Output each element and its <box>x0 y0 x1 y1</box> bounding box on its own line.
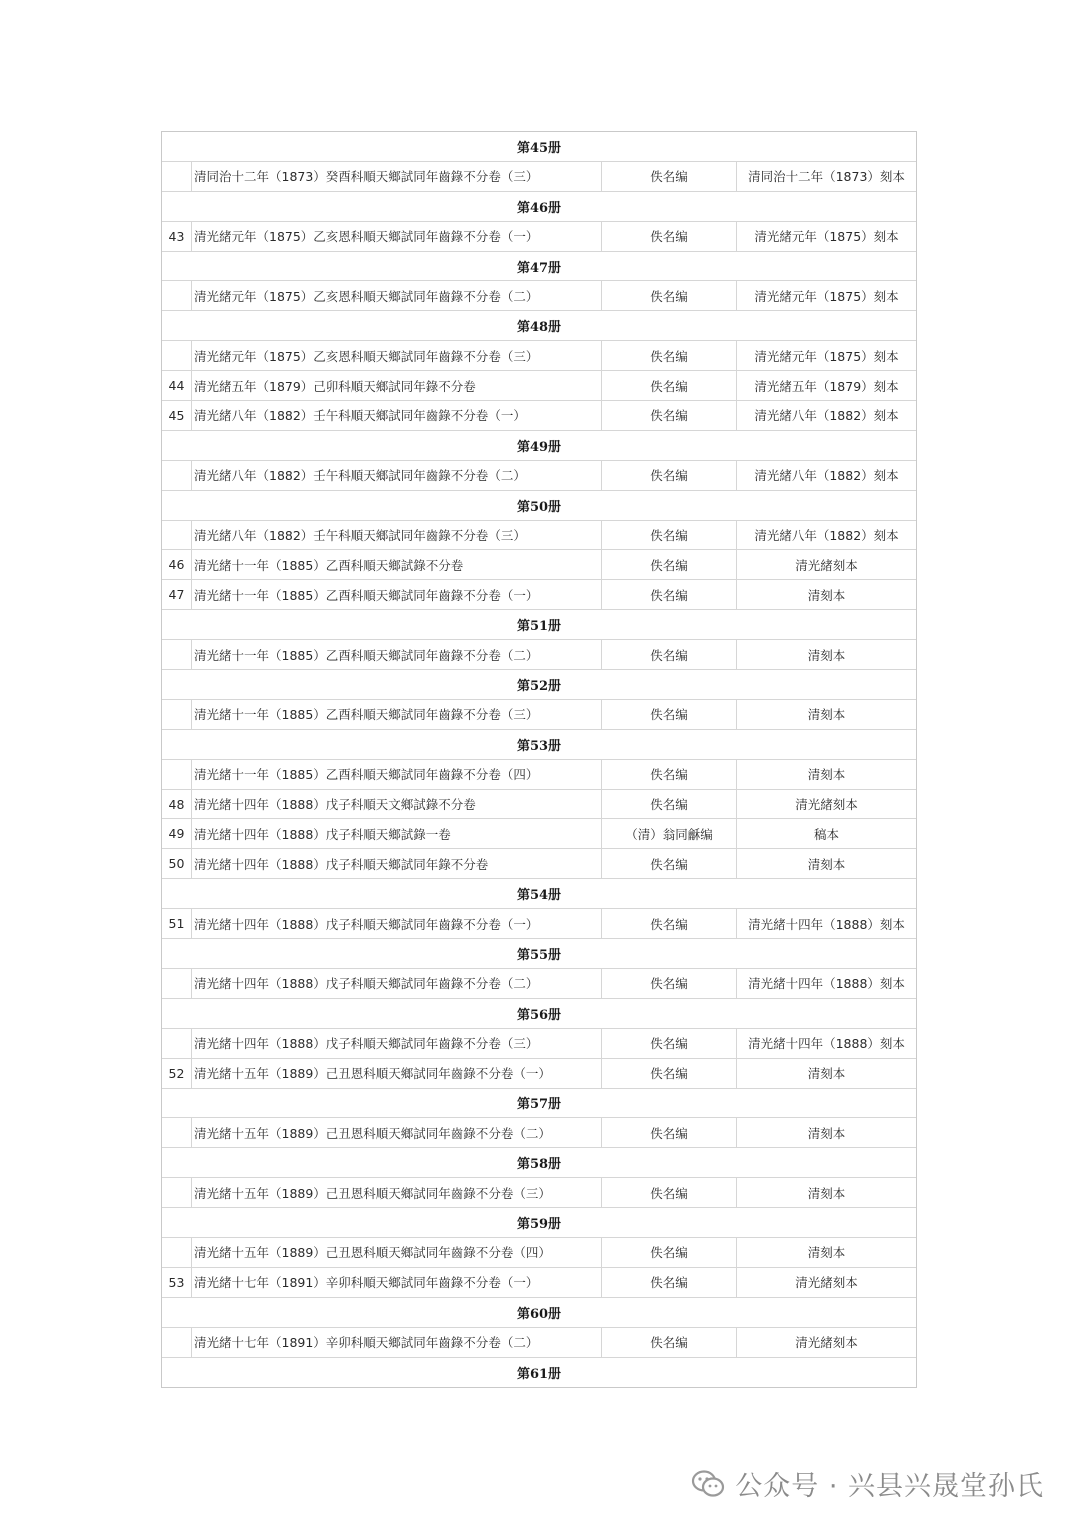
entry-publication: 清光緒八年（1882）刻本 <box>754 408 899 424</box>
entry-title: 清光緒元年（1875）乙亥恩科順天鄉試同年齒錄不分卷（一） <box>192 222 602 251</box>
entry-publication: 稿本 <box>813 826 839 842</box>
entry-number <box>162 461 192 490</box>
entry-title: 清光緒十四年（1888）戊子科順天鄉試同年齒錄不分卷（一） <box>192 909 602 938</box>
volume-header: 第56册 <box>162 999 916 1029</box>
entry-publication: 清刻本 <box>807 856 846 872</box>
entry-editor: 佚名编 <box>602 700 737 729</box>
entry-editor: 佚名编 <box>602 640 737 669</box>
volume-header: 第57册 <box>162 1089 916 1119</box>
entry-publication: 清光緒十四年（1888）刻本 <box>748 1036 905 1052</box>
volume-header: 第47册 <box>162 252 916 282</box>
entry-editor: 佚名编 <box>602 790 737 819</box>
entry-publication: 清刻本 <box>807 587 846 603</box>
entry-publication: 清光緒刻本 <box>795 1335 858 1351</box>
entry-title: 清光緒十一年（1885）乙酉科順天鄉試同年齒錄不分卷（一） <box>192 580 602 609</box>
entry-editor: 佚名编 <box>602 281 737 310</box>
volume-header: 第46册 <box>162 192 916 222</box>
volume-header: 第52册 <box>162 670 916 700</box>
entry-title: 清光緒十一年（1885）乙酉科順天鄉試同年齒錄不分卷（三） <box>192 700 602 729</box>
entry-title: 清光緒八年（1882）壬午科順天鄉試同年齒錄不分卷（一） <box>192 401 602 430</box>
volume-header: 第50册 <box>162 491 916 521</box>
entry-publication: 清刻本 <box>807 1066 846 1082</box>
entry-title: 清光緒十四年（1888）戊子科順天文鄉試錄不分卷 <box>192 790 602 819</box>
entry-publication: 清光緒刻本 <box>795 797 858 813</box>
table-row <box>162 281 916 311</box>
entry-title: 清光緒十四年（1888）戊子科順天鄉試同年錄不分卷 <box>192 849 602 878</box>
entry-publication: 清光緒刻本 <box>795 1275 858 1291</box>
watermark <box>691 1464 1044 1503</box>
entry-editor: 佚名编 <box>602 1029 737 1058</box>
entry-editor: 佚名编 <box>602 1118 737 1147</box>
catalog-table <box>161 131 917 1388</box>
entry-publication: 清刻本 <box>807 707 846 723</box>
table-row <box>162 1059 916 1089</box>
entry-publication: 清光緒十四年（1888）刻本 <box>748 916 905 932</box>
entry-title: 清光緒十五年（1889）己丑恩科順天鄉試同年齒錄不分卷（一） <box>192 1059 602 1088</box>
volume-header: 第49册 <box>162 431 916 461</box>
entry-title: 清光緒十四年（1888）戊子科順天鄉試同年齒錄不分卷（三） <box>192 1029 602 1058</box>
volume-header: 第48册 <box>162 311 916 341</box>
table-row <box>162 819 916 849</box>
entry-number <box>162 760 192 789</box>
entry-number <box>162 1118 192 1147</box>
entry-number: 46 <box>162 550 192 579</box>
table-row <box>162 1118 916 1148</box>
entry-number <box>162 341 192 370</box>
entry-editor: 佚名编 <box>602 341 737 370</box>
entry-number: 49 <box>162 819 192 848</box>
volume-header: 第58册 <box>162 1148 916 1178</box>
entry-editor: 佚名编 <box>602 521 737 550</box>
entry-editor: 佚名编 <box>602 1268 737 1297</box>
entry-editor: 佚名编 <box>602 401 737 430</box>
entry-publication: 清光緒元年（1875）刻本 <box>754 348 899 364</box>
entry-editor: 佚名编 <box>602 222 737 251</box>
entry-editor: 佚名编 <box>602 162 737 191</box>
table-row <box>162 1029 916 1059</box>
entry-publication: 清光緒元年（1875）刻本 <box>754 288 899 304</box>
table-row <box>162 969 916 999</box>
entry-publication: 清光緒八年（1882）刻本 <box>754 468 899 484</box>
entry-number <box>162 1178 192 1207</box>
entry-editor: 佚名编 <box>602 1328 737 1357</box>
wechat-official-account-icon <box>691 1469 725 1499</box>
entry-number: 43 <box>162 222 192 251</box>
entry-editor: 佚名编 <box>602 909 737 938</box>
entry-publication: 清光緒五年（1879）刻本 <box>754 378 899 394</box>
entry-number <box>162 281 192 310</box>
volume-header: 第45册 <box>162 132 916 162</box>
entry-number <box>162 969 192 998</box>
table-row <box>162 550 916 580</box>
volume-header: 第53册 <box>162 730 916 760</box>
entry-publication: 清刻本 <box>807 647 846 663</box>
entry-publication: 清刻本 <box>807 1125 846 1141</box>
entry-title: 清光緒元年（1875）乙亥恩科順天鄉試同年齒錄不分卷（二） <box>192 281 602 310</box>
entry-number: 48 <box>162 790 192 819</box>
table-row <box>162 700 916 730</box>
volume-header: 第60册 <box>162 1298 916 1328</box>
table-row <box>162 461 916 491</box>
table-row <box>162 760 916 790</box>
entry-editor: 佚名编 <box>602 969 737 998</box>
table-row <box>162 162 916 192</box>
table-row <box>162 222 916 252</box>
entry-title: 清光緒八年（1882）壬午科順天鄉試同年齒錄不分卷（二） <box>192 461 602 490</box>
entry-editor: 佚名编 <box>602 550 737 579</box>
entry-title: 清光緒五年（1879）己卯科順天鄉試同年錄不分卷 <box>192 371 602 400</box>
entry-number <box>162 162 192 191</box>
entry-number: 47 <box>162 580 192 609</box>
watermark-text: 公众号 · 兴县兴晟堂孙氏 <box>735 1471 1044 1502</box>
entry-number: 45 <box>162 401 192 430</box>
entry-editor: 佚名编 <box>602 1178 737 1207</box>
entry-number: 44 <box>162 371 192 400</box>
entry-title: 清光緒元年（1875）乙亥恩科順天鄉試同年齒錄不分卷（三） <box>192 341 602 370</box>
volume-header: 第59册 <box>162 1208 916 1238</box>
entry-number: 50 <box>162 849 192 878</box>
entry-publication: 清刻本 <box>807 1245 846 1261</box>
volume-header: 第61册 <box>516 1366 562 1382</box>
entry-publication: 清光緒八年（1882）刻本 <box>754 528 899 544</box>
entry-number <box>162 521 192 550</box>
entry-publication: 清刻本 <box>807 767 846 783</box>
entry-editor: 佚名编 <box>602 849 737 878</box>
entry-title: 清光緒十五年（1889）己丑恩科順天鄉試同年齒錄不分卷（二） <box>192 1118 602 1147</box>
entry-publication: 清光緒元年（1875）刻本 <box>754 229 899 245</box>
table-row <box>162 521 916 551</box>
entry-editor: 佚名编 <box>602 461 737 490</box>
volume-header: 第55册 <box>162 939 916 969</box>
entry-publication: 清光緒十四年（1888）刻本 <box>748 976 905 992</box>
table-row <box>162 1178 916 1208</box>
entry-number: 53 <box>162 1268 192 1297</box>
entry-editor: 佚名编 <box>602 760 737 789</box>
entry-title: 清光緒十一年（1885）乙酉科順天鄉試同年齒錄不分卷（四） <box>192 760 602 789</box>
table-row <box>162 341 916 371</box>
entry-title: 清光緒八年（1882）壬午科順天鄉試同年齒錄不分卷（三） <box>192 521 602 550</box>
entry-publication: 清光緒刻本 <box>795 557 858 573</box>
entry-number <box>162 1328 192 1357</box>
entry-title: 清同治十二年（1873）癸酉科順天鄉試同年齒錄不分卷（三） <box>192 162 602 191</box>
entry-title: 清光緒十四年（1888）戊子科順天鄉試錄一卷 <box>192 819 602 848</box>
entry-number: 52 <box>162 1059 192 1088</box>
entry-title: 清光緒十一年（1885）乙酉科順天鄉試同年齒錄不分卷（二） <box>192 640 602 669</box>
table-row <box>162 909 916 939</box>
entry-title: 清光緒十一年（1885）乙酉科順天鄉試錄不分卷 <box>192 550 602 579</box>
entry-number <box>162 700 192 729</box>
table-row <box>162 1268 916 1298</box>
volume-header: 第54册 <box>162 879 916 909</box>
table-row <box>162 849 916 879</box>
entry-title: 清光緒十七年（1891）辛卯科順天鄉試同年齒錄不分卷（一） <box>192 1268 602 1297</box>
table-row <box>162 371 916 401</box>
entry-editor: 佚名编 <box>602 1059 737 1088</box>
entry-number <box>162 1029 192 1058</box>
entry-title: 清光緒十五年（1889）己丑恩科順天鄉試同年齒錄不分卷（四） <box>192 1238 602 1267</box>
table-row <box>162 1328 916 1358</box>
entry-editor: 佚名编 <box>602 580 737 609</box>
table-row <box>162 790 916 820</box>
table-row <box>162 640 916 670</box>
entry-editor: （清）翁同龢编 <box>602 819 737 848</box>
volume-header: 第51册 <box>162 610 916 640</box>
table-row <box>162 401 916 431</box>
entry-title: 清光緒十四年（1888）戊子科順天鄉試同年齒錄不分卷（二） <box>192 969 602 998</box>
entry-number: 51 <box>162 909 192 938</box>
entry-editor: 佚名编 <box>602 1238 737 1267</box>
table-row <box>162 1238 916 1268</box>
entry-number <box>162 1238 192 1267</box>
entry-title: 清光緒十七年（1891）辛卯科順天鄉試同年齒錄不分卷（二） <box>192 1328 602 1357</box>
entry-publication: 清同治十二年（1873）刻本 <box>748 169 905 185</box>
entry-publication: 清刻本 <box>807 1185 846 1201</box>
entry-number <box>162 640 192 669</box>
entry-title: 清光緒十五年（1889）己丑恩科順天鄉試同年齒錄不分卷（三） <box>192 1178 602 1207</box>
table-row <box>162 580 916 610</box>
entry-editor: 佚名编 <box>602 371 737 400</box>
